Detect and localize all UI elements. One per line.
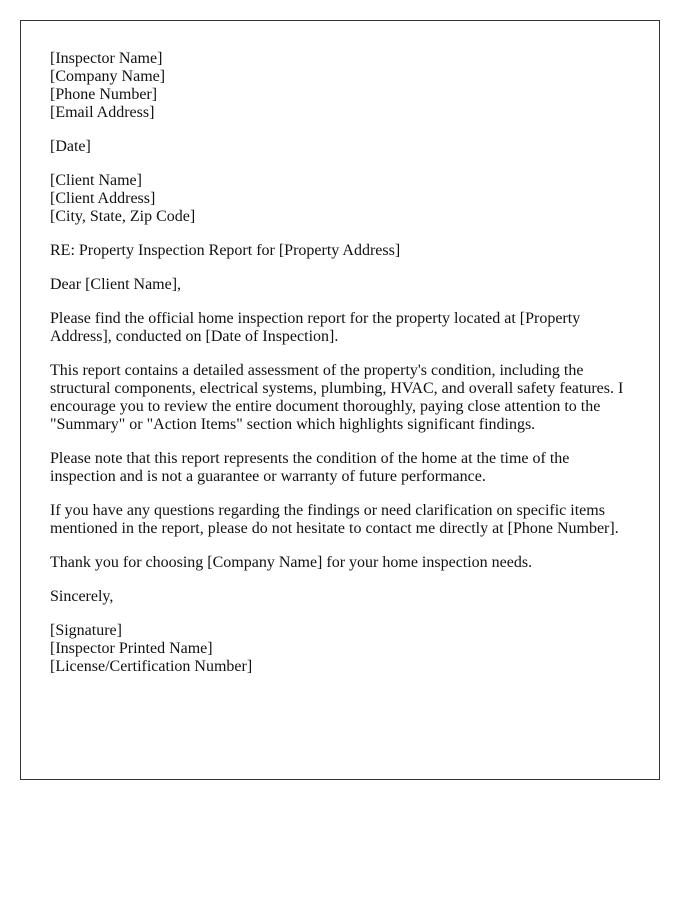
recipient-address: [Client Address] xyxy=(50,190,156,207)
sender-phone: [Phone Number] xyxy=(50,86,158,103)
recipient-name: [Client Name] xyxy=(50,172,142,189)
recipient-block xyxy=(50,172,630,226)
body-paragraph-2: This report contains a detailed assessment of the property's condition, including the structural components, electrical systems, plumbing, HVAC, and overall safety features. I encourage you to review the entire document thoroughly, paying close attention to the "Summary" or "Action Items" section which highlights significant findings. xyxy=(50,362,624,433)
license-number: [License/Certification Number] xyxy=(50,658,253,675)
signature-block xyxy=(50,622,630,676)
sender-email: [Email Address] xyxy=(50,104,155,121)
printed-name: [Inspector Printed Name] xyxy=(50,640,213,657)
sender-name: [Inspector Name] xyxy=(50,50,163,67)
letter-page xyxy=(20,20,660,780)
body-paragraph-3: Please note that this report represents the condition of the home at the time of the inspection and is not a guarantee or warranty of future performance. xyxy=(50,450,570,485)
body-paragraph-5: Thank you for choosing [Company Name] for your home inspection needs. xyxy=(50,554,533,571)
signature: [Signature] xyxy=(50,622,122,639)
salutation: Dear [Client Name], xyxy=(50,276,182,293)
subject-line: RE: Property Inspection Report for [Property Address] xyxy=(50,242,401,259)
recipient-city-state-zip: [City, State, Zip Code] xyxy=(50,208,196,225)
body-paragraph-4: If you have any questions regarding the findings or need clarification on specific items mentioned in the report, please do not hesitate to contact me directly at [Phone Number]. xyxy=(50,502,619,537)
sender-company: [Company Name] xyxy=(50,68,166,85)
body-paragraph-1: Please find the official home inspection report for the property located at [Property Address], conducted on [Date of Inspection]. xyxy=(50,310,581,345)
letter-date: [Date] xyxy=(50,138,91,155)
date-block xyxy=(50,138,630,156)
closing: Sincerely, xyxy=(50,588,114,605)
sender-block xyxy=(50,50,630,122)
